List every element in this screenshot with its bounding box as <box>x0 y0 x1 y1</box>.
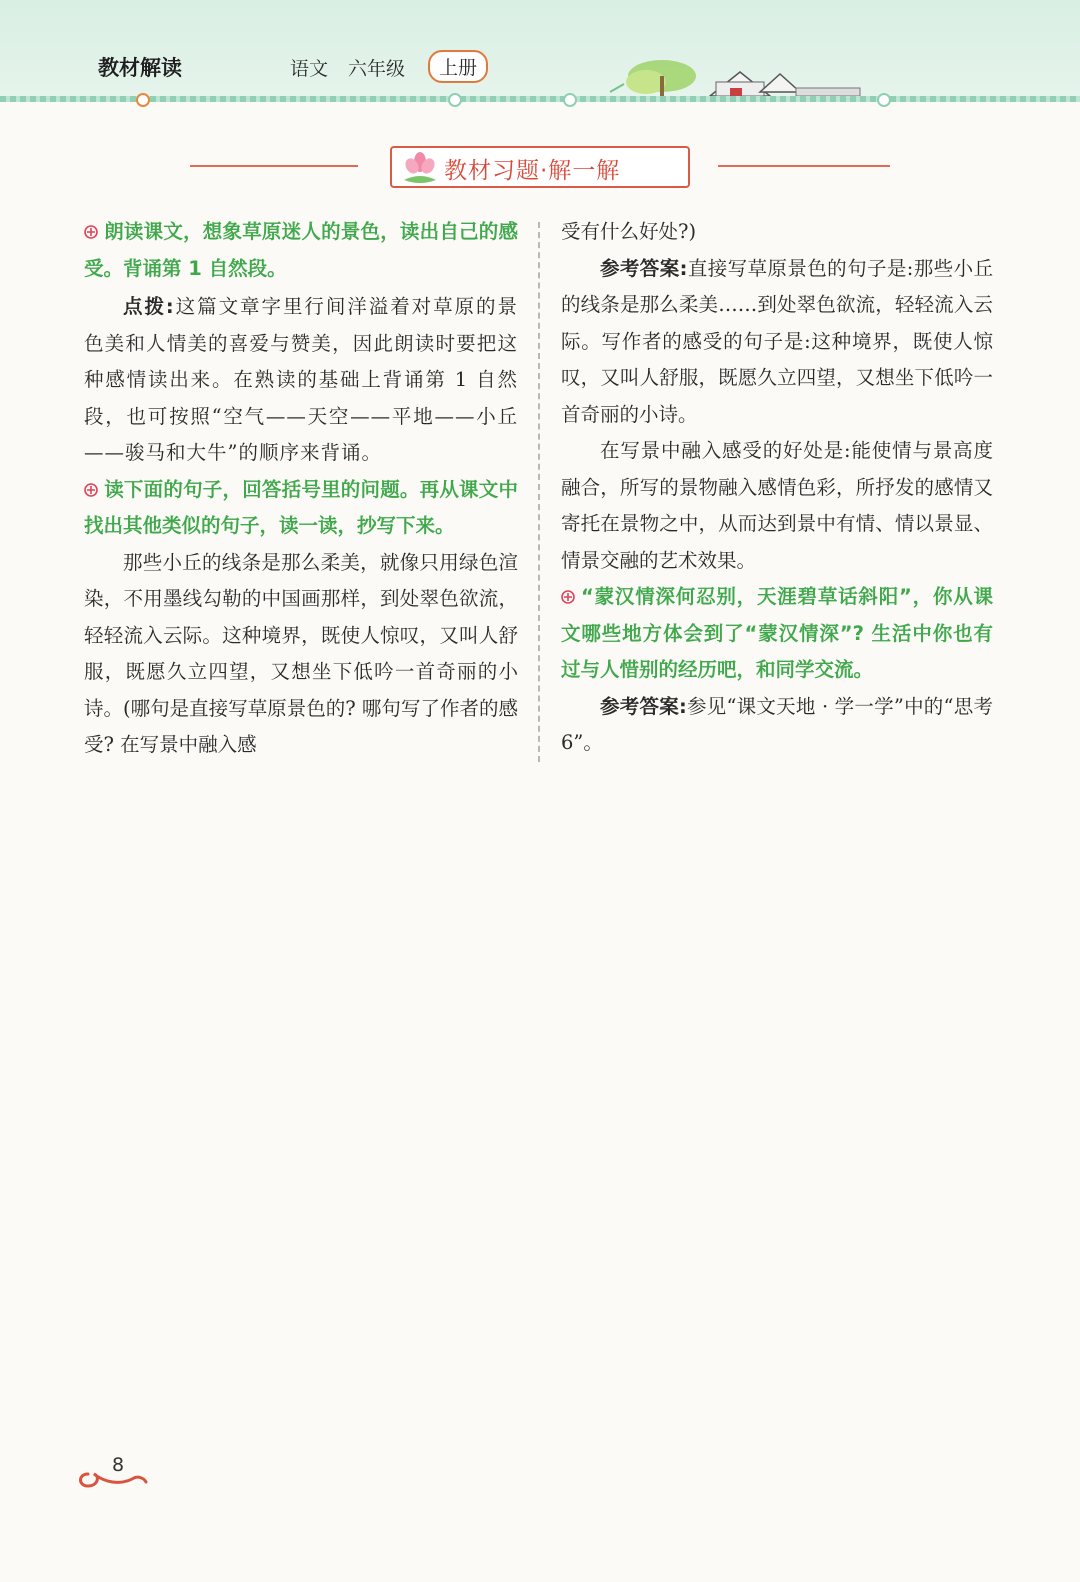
answer-2-text: 参见“课文天地 · 学一学”中的“思考 6”。 <box>561 694 993 754</box>
tip-label: 点拨: <box>123 295 175 318</box>
question-1 <box>84 214 518 287</box>
section-rule-right <box>718 165 890 167</box>
question-marker-icon <box>84 225 98 239</box>
question-marker-icon <box>84 483 98 497</box>
header-dot-icon <box>136 93 150 107</box>
section-title-box <box>390 146 690 188</box>
lotus-icon <box>400 148 440 188</box>
page-footer <box>74 1452 154 1492</box>
header-dot-icon <box>563 93 577 107</box>
answer-1-label: 参考答案: <box>600 256 688 280</box>
header-dot-icon <box>448 93 462 107</box>
question-2-text: 读下面的句子，回答括号里的问题。再从课文中找出其他类似的句子，读一读，抄写下来。 <box>84 477 518 537</box>
question-3-text: “蒙汉情深何忍别，天涯碧草话斜阳”，你从课文哪些地方体会到了“蒙汉情深”? 生活中你也有过与人惜别的经历吧，和同学交流。 <box>561 585 993 681</box>
section-heading <box>190 140 890 190</box>
question-3 <box>561 579 993 689</box>
scenery-illustration <box>600 52 880 100</box>
passage-paragraph: 那些小丘的线条是那么柔美，就像只用绿色渲染，不用墨线勾勒的中国画那样，到处翠色欲流，轻轻流入云际。这种境界，既使人惊叹，又叫人舒服，既愿久立四望，又想坐下低吟一首奇丽的小诗。(哪句是直接写草原景色的? 哪句写了作者的感受? 在写景中融入感 <box>84 550 518 756</box>
book-title: 教材解读 <box>98 56 182 80</box>
column-divider <box>538 222 540 762</box>
grade-label: 六年级 <box>348 58 406 80</box>
page-header <box>0 0 1080 100</box>
subject-label: 语文 <box>290 58 329 80</box>
right-column <box>561 214 993 762</box>
volume-badge: 上册 <box>428 50 488 83</box>
passage-continuation: 受有什么好处?) <box>561 220 697 243</box>
answer-2-paragraph <box>561 689 993 762</box>
tip-paragraph <box>84 289 518 472</box>
section-rule-left <box>190 165 358 167</box>
header-dot-icon <box>877 93 891 107</box>
question-1-text: 朗读课文，想象草原迷人的景色，读出自己的感受。背诵第 1 自然段。 <box>84 220 518 280</box>
question-2 <box>84 472 518 545</box>
answer-2-label: 参考答案: <box>600 694 687 718</box>
answer-1-paragraph-2: 在写景中融入感受的好处是:能使情与景高度融合，所写的景物融入感情色彩，所抒发的感情又寄托在景物之中，从而达到景中有情、情以景显、情景交融的艺术效果。 <box>561 439 993 572</box>
answer-1-text: 直接写草原景色的句子是:那些小丘的线条是那么柔美……到处翠色欲流，轻轻流入云际。写作者的感受的句子是:这种境界，既使人惊叹，又叫人舒服，既愿久立四望，又想坐下低吟一首奇丽的小诗。 <box>561 256 993 426</box>
left-column <box>84 214 518 764</box>
section-title: 教材习题·解一解 <box>444 158 621 184</box>
tip-text: 这篇文章字里行间洋溢着对草原的景色美和人情美的喜爱与赞美，因此朗读时要把这种感情读出来。在熟读的基础上背诵第 1 自然段，也可按照“空气——天空——平地——小丘——骏马和大牛”的顺序来背诵。 <box>84 295 518 464</box>
header-divider <box>0 96 1080 102</box>
answer-1-paragraph <box>561 251 993 434</box>
question-marker-icon <box>561 590 575 604</box>
page-number: 8 <box>112 1454 125 1476</box>
